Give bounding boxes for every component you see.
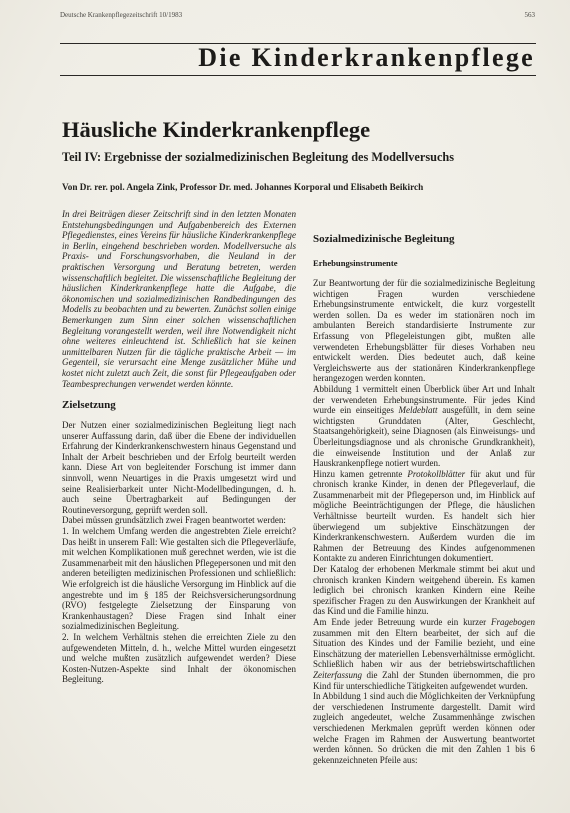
paragraph-text: Der Katalog der erhobenen Merkmale stimmt bei akut und chronisch kranken Kindern weitgehend überein. Es kamen lediglich bei chronisch kranken Kindern eine Reihe spezifischer Fragen zu den Auswirkungen der Krankheit auf das Kind und die Familie hinzu. — [313, 564, 535, 617]
section-heading-sozialmedizinische-begleitung: Sozialmedizinische Begleitung — [313, 233, 455, 245]
body-paragraph — [313, 278, 535, 384]
paragraph-text: für akut und für chronisch kranke Kinder, in denen der Pflegeverlauf, die Zusammenarbeit mit der Pflegeperson und, im Hinblick auf mögliche Beeinträchtigungen der Pflege, die häuslichen Verhältnisse beurteilt wurden. Es handelt sich hier überwiegend um subjektive Einschätzungen der Kinderkrankenschwestern. Außerdem wurden die im Rahmen der Betreuung des Kindes aufgenommenen Kontakte zu anderen Einrichtungen dokumentiert. — [313, 468, 535, 564]
journal-name: Deutsche Krankenpflegezeitschrift 10/1983 — [60, 11, 183, 19]
paragraph-text: Abbildung 1 vermittelt einen Überblick über Art und Inhalt der verwendeten Erhebungsinstrumente. Für jedes Kind wurde ein einseitiges — [313, 383, 535, 416]
emphasized-term: Zeiterfassung — [313, 669, 363, 680]
paragraph-text: zusammen mit den Eltern bearbeitet, der sich auf die Situation des Kindes und der Familie bezieht, und eine Einschätzung der materiellen Lebensverhältnisse ermöglicht. Schließlich haben wir aus der betriebswirtschaftlichen — [313, 627, 535, 670]
lead-paragraph: In drei Beiträgen dieser Zeitschrift sind in den letzten Monaten Entstehungsbedingungen und Aufgabenbereich des Externen Pflegedienstes, eines Vereins für häusliche Kinderkrankenpflege in Berlin, eingehend beschrieben worden. Modellversuche als Praxis- und Forschungsvorhaben, die Neuland in der praktischen Versorgung und Beratung betreten, werden wissenschaftlich begleitet. Die wissenschaftliche Begleitung der häuslichen Kinderkrankenpflege hatte die Aufgabe, die ökonomischen und sozialmedizinischen Randbedingungen des Modells zu beobachten und zu bewerten. Zunächst sollen einige Bemerkungen zum Sinn einer solchen wissenschaftlichen Begleitung vorangestellt werden, weil ihre Notwendigkeit nicht ohne weiteres einleuchtend ist. Schließlich hat sie keinen unmittelbaren Nutzen für die tägliche praktische Arbeit — im Gegenteil, sie verursacht eine Menge zusätzlicher Mühe und kostet nicht zuletzt auch Zeit, die sonst für Pflegeaufgaben oder Teambesprechungen verwendet werden könnte. — [62, 209, 296, 389]
left-column — [62, 209, 296, 813]
emphasized-term: Meldeblatt — [398, 405, 438, 416]
page-number: 563 — [524, 11, 535, 19]
body-paragraph — [313, 469, 535, 564]
body-paragraph: 2. In welchem Verhältnis stehen die erreichten Ziele zu den aufgewendeten Mitteln, d. h., welche Mittel wurden eingesetzt und welche mußten zusätzlich aufgewendet werden? Diese Kosten-Nutzen-Aspekte sind Inhalt der ökonomischen Begleitung. — [62, 631, 296, 685]
paragraph-text: In Abbildung 1 sind auch die Möglichkeiten der Verknüpfung der verschiedenen Instrumente dargestellt. Damit wird zugleich angedeutet, welche Zusammenhänge zwischen verschiedenen Merkmalen geprüft werden können oder welche Fragen im Rahmen der Auswertung beantwortet werden können. So drücken die mit den Zahlen 1 bis 6 gekennzeichneten Pfeile aus: — [313, 691, 535, 765]
body-paragraph — [313, 691, 535, 765]
body-paragraph: 1. In welchem Umfang werden die angestrebten Ziele erreicht? Das heißt in unserem Fall: Wie gestalten sich die Pflegeverläufe, mit welchen Komplikationen muß gerechnet werden, wie ist die Zusammenarbeit mit den häuslichen Pflegepersonen und mit den anderen beteiligten medizinischen Professionen und schließlich: Wie erfolgreich ist die häusliche Versorgung im Hinblick auf die angestrebte und im § 185 der Reichsversicherungsordnung (RVO) festgelegte Zielsetzung der Einsparung von Krankenhaustagen? Diese Fragen sind Inhalt einer sozialmedizinischen Begleitung. — [62, 526, 296, 632]
paragraph-text: Zur Beantwortung der für die sozialmedizinische Begleitung wichtigen Fragen wurden verschiedene Erhebungsinstrumente entwickelt, die kurz vorgestellt werden sollen. Da es weder im stationären noch im ambulanten Bereich standardisierte Instrumente zur Erfassung von Pflegeleistungen gibt, mußten alle verwendeten Erhebungsblätter für dieses Vorhaben neu entwickelt werden. Dies bedeutet auch, daß keine Vergleichswerte aus der stationären Kinderkrankenpflege herangezogen werden konnten. — [313, 278, 535, 384]
paragraph-text: Am Ende jeder Betreuung wurde ein kurzer — [313, 617, 491, 627]
running-header — [60, 10, 535, 20]
banner-bottom-rule — [60, 75, 536, 76]
section-banner: Die Kinderkrankenpflege — [198, 43, 535, 72]
body-paragraph: Der Nutzen einer sozialmedizinischen Begleitung liegt nach unserer Auffassung darin, daß über die Ebene der individuellen Erfahrung der Kinderkrankenschwestern hinaus Gegenstand und Inhalt der Arbeit beschrieben und der Erfolg beurteilt werden kann. Diese Art von begleitender Forschung ist immer dann sinnvoll, wenn Neuartiges in die Praxis umgesetzt wird und seine Realisierbarkeit unter Nicht-Modellbedingungen, d. h. auch seine Übertragbarkeit auf Bedingungen der Routineversorgung, geprüft werden soll. — [62, 420, 296, 515]
paragraph-text: Hinzu kamen getrennte — [313, 468, 408, 479]
body-paragraph — [313, 384, 535, 469]
body-paragraph — [313, 564, 535, 617]
body-paragraph: Dabei müssen grundsätzlich zwei Fragen beantwortet werden: — [62, 515, 286, 526]
emphasized-term: Protokollblätter — [407, 468, 466, 479]
body-paragraph — [313, 617, 535, 691]
paragraph-text: die Zahl der Stunden übernommen, die pro Kind für unterschiedliche Tätigkeiten aufgewendet wurden. — [313, 669, 535, 691]
emphasized-term: Fragebogen — [491, 617, 535, 627]
article-title: Häusliche Kinderkrankenpflege — [62, 117, 371, 142]
section-heading-zielsetzung: Zielsetzung — [62, 399, 116, 412]
right-column — [313, 233, 535, 813]
article-authors: Von Dr. rer. pol. Angela Zink, Professor Dr. med. Johannes Korporal und Elisabeth Beikirch — [62, 182, 424, 192]
paragraph-text: ausgefüllt, in dem seine wichtigsten Grunddaten (Alter, Geschlecht, Staatsangehörigkeit), seine Diagnosen (als Einweisungs- und Überleitungsdiagnose und als chronische Grundkrankheit), die einweisende Institution und der Anlaß zur Hauskrankenpflege notiert wurden. — [313, 405, 535, 469]
subheading-erhebungsinstrumente: Erhebungsinstrumente — [313, 258, 398, 268]
article-subtitle: Teil IV: Ergebnisse der sozialmedizinischen Begleitung des Modellversuchs — [62, 150, 455, 164]
